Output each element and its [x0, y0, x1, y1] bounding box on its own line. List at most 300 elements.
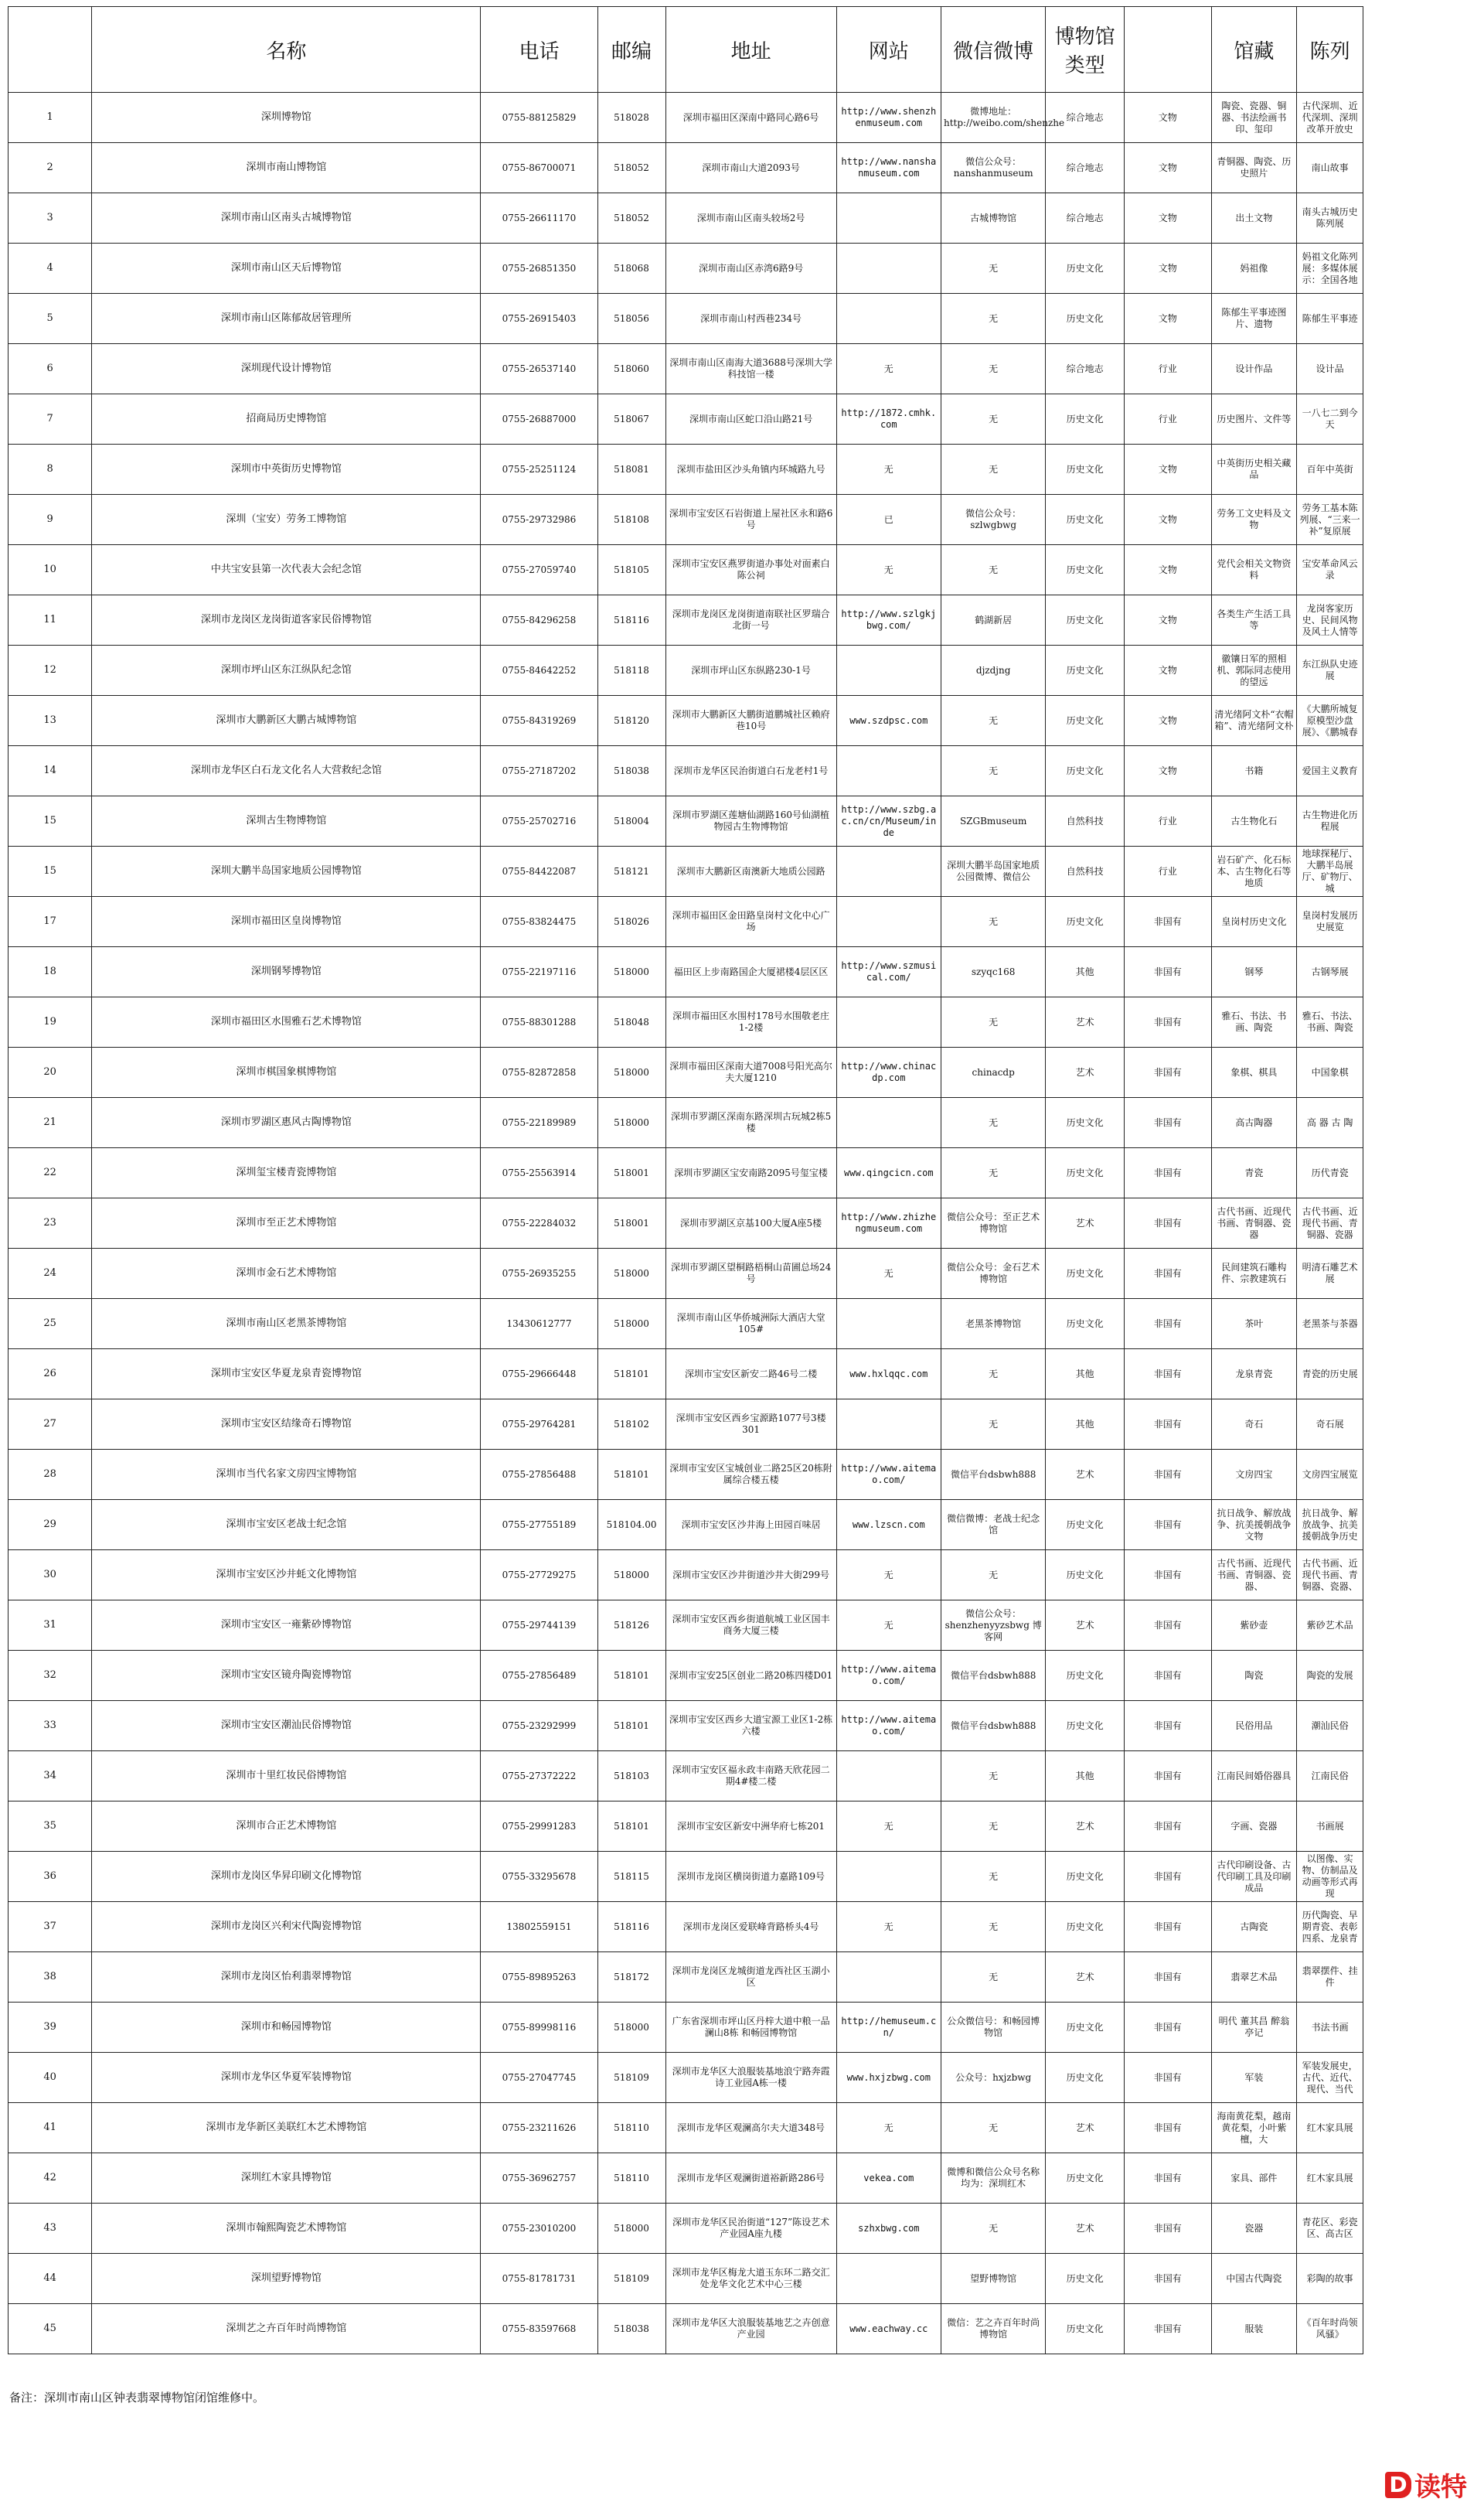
cell-text: http://www.aitemao.com/	[841, 1714, 937, 1737]
cell-text: 微信平台dsbwh888	[950, 1720, 1036, 1731]
cell-text: 家具、部件	[1230, 2172, 1278, 2183]
cell-text: 深圳市金石艺术博物馆	[236, 1267, 337, 1279]
cell-index	[9, 2254, 92, 2304]
cell-text: 518000	[614, 2021, 649, 2033]
cell-museum-type	[1046, 1600, 1125, 1651]
cell-text: 其他	[1075, 1368, 1094, 1379]
cell-postcode	[597, 93, 665, 143]
cell-exhibition	[1297, 947, 1363, 997]
cell-text: 深圳市宝安区结缘奇石博物馆	[220, 1418, 352, 1430]
cell-phone	[481, 2254, 597, 2304]
cell-postcode	[597, 696, 665, 746]
cell-text: 深圳市龙岗区横岗街道力嘉路109号	[677, 1870, 825, 1882]
cell-name	[92, 294, 481, 344]
cell-museum-type	[1046, 1148, 1125, 1198]
cell-wechat-weibo	[941, 2153, 1045, 2204]
cell-text: 非国有	[1153, 1921, 1182, 1932]
cell-text: 无	[989, 1569, 999, 1580]
cell-ownership	[1124, 294, 1211, 344]
cell-text: 40	[43, 2071, 56, 2083]
cell-postcode	[597, 344, 665, 394]
cell-index	[9, 1148, 92, 1198]
cell-wechat-weibo	[941, 2053, 1045, 2103]
cell-museum-type	[1046, 294, 1125, 344]
cell-text: 历史文化	[1066, 312, 1104, 324]
cell-website	[836, 2153, 941, 2204]
cell-text: 非国有	[1153, 2122, 1182, 2133]
cell-postcode	[597, 847, 665, 897]
cell-address	[665, 1751, 836, 1801]
cell-text: 0755-27047745	[502, 2071, 577, 2083]
cell-text: 0755-27372222	[502, 1770, 577, 1781]
cell-text: 深圳市龙岗区龙城街道龙西社区玉湖小区	[672, 1965, 830, 1988]
cell-wechat-weibo	[941, 696, 1045, 746]
cell-text: 福田区上步南路国企大厦裙楼4层区区	[673, 966, 829, 977]
cell-name	[92, 93, 481, 143]
cell-exhibition	[1297, 1651, 1363, 1701]
cell-wechat-weibo	[941, 445, 1045, 495]
cell-text: 各类生产生活工具等	[1217, 608, 1292, 631]
cell-text: 紫砂艺术品	[1306, 1619, 1353, 1631]
cell-name	[92, 2153, 481, 2204]
cell-ownership	[1124, 1299, 1211, 1349]
cell-index	[9, 947, 92, 997]
cell-text: 2	[46, 162, 53, 173]
cell-text: 深圳市龙华区大浪服装基地艺之卉创意产业园	[672, 2317, 830, 2340]
cell-wechat-weibo	[941, 1600, 1045, 1651]
cell-address	[665, 1852, 836, 1902]
cell-ownership	[1124, 244, 1211, 294]
cell-text: 深圳市龙华区梅龙大道玉东环二路交汇处龙华文化艺术中心三楼	[672, 2267, 830, 2289]
cell-text: 33	[43, 1720, 56, 1731]
cell-text: 15	[43, 815, 56, 827]
cell-text: 百年中英街	[1306, 463, 1353, 475]
cell-exhibition	[1297, 2153, 1363, 2204]
cell-text: 古城博物馆	[970, 212, 1017, 223]
cell-text: 518101	[614, 1368, 649, 1379]
cell-wechat-weibo	[941, 847, 1045, 897]
cell-collection	[1211, 294, 1297, 344]
cell-text: 微信：艺之卉百年时尚博物馆	[947, 2317, 1040, 2340]
cell-text: 518038	[614, 2323, 649, 2334]
cell-text: 0755-26915403	[502, 312, 577, 324]
table-row	[9, 1399, 1363, 1450]
cell-text: 非国有	[1153, 1720, 1182, 1731]
cell-exhibition	[1297, 1198, 1363, 1249]
cell-address	[665, 1651, 836, 1701]
cell-text: 518000	[614, 1267, 649, 1279]
table-row	[9, 244, 1363, 294]
cell-text: 深圳市宝安区福永政丰南路天欣花园二期4#楼二楼	[672, 1764, 830, 1787]
cell-text: 41	[43, 2122, 56, 2133]
cell-collection	[1211, 1600, 1297, 1651]
table-row	[9, 746, 1363, 796]
cell-postcode	[597, 545, 665, 595]
cell-text: 深圳市合正艺术博物馆	[236, 1820, 337, 1832]
cell-wechat-weibo	[941, 595, 1045, 646]
cell-text: 历史文化	[1066, 1870, 1104, 1882]
cell-text: 综合地志	[1066, 212, 1104, 223]
cell-text: 518048	[614, 1016, 649, 1028]
column-header-phone: 电话	[481, 7, 597, 93]
cell-text: 38	[43, 1971, 56, 1982]
cell-text: 历史文化	[1066, 413, 1104, 424]
cell-text: 518004	[614, 815, 649, 827]
cell-text: 深圳市宝安区新安中洲华府七栋201	[677, 1820, 825, 1832]
table-row	[9, 2153, 1363, 2204]
cell-index	[9, 1952, 92, 2003]
cell-text: 518172	[614, 1971, 649, 1982]
cell-text: 0755-27059740	[502, 564, 577, 575]
cell-text: 518026	[614, 915, 649, 927]
cell-text: 无	[989, 2222, 999, 2234]
cell-postcode	[597, 746, 665, 796]
column-header-exhibition: 陈列	[1297, 7, 1363, 93]
cell-exhibition	[1297, 897, 1363, 947]
cell-website	[836, 244, 941, 294]
cell-index	[9, 796, 92, 847]
cell-address	[665, 2304, 836, 2354]
cell-phone	[481, 1399, 597, 1450]
cell-postcode	[597, 445, 665, 495]
cell-text: 无	[989, 1820, 999, 1832]
cell-text: 深圳市罗湖区京基100大厦A座5楼	[679, 1217, 822, 1229]
table-row	[9, 947, 1363, 997]
cell-text: 龙岗客家历史、民间风物及风土人情等	[1302, 602, 1358, 637]
cell-text: 招商局历史博物馆	[246, 413, 327, 424]
cell-exhibition	[1297, 445, 1363, 495]
cell-postcode	[597, 2053, 665, 2103]
cell-text: 历史文化	[1066, 765, 1104, 776]
cell-collection	[1211, 394, 1297, 445]
cell-text: 陶瓷	[1244, 1669, 1264, 1681]
cell-exhibition	[1297, 1450, 1363, 1500]
cell-text: http://www.szmusical.com/	[841, 960, 937, 983]
cell-ownership	[1124, 2153, 1211, 2204]
cell-phone	[481, 2304, 597, 2354]
cell-website	[836, 93, 941, 143]
cell-text: 青瓷	[1244, 1167, 1264, 1178]
cell-text: 明清石雕艺术展	[1302, 1262, 1358, 1284]
cell-text: 龙泉青瓷	[1235, 1368, 1273, 1379]
cell-phone	[481, 595, 597, 646]
table-row	[9, 646, 1363, 696]
cell-name	[92, 2003, 481, 2053]
cell-website	[836, 1801, 941, 1852]
cell-text: 文物	[1158, 312, 1177, 324]
cell-text: 古代书画、近现代书画、青铜器、瓷器	[1302, 1205, 1358, 1240]
cell-text: 27	[43, 1418, 56, 1430]
cell-ownership	[1124, 1952, 1211, 2003]
cell-text: 深圳市龙岗区龙岗街道客家民俗博物馆	[200, 614, 372, 625]
cell-text: 0755-23211626	[502, 2122, 577, 2133]
cell-name	[92, 796, 481, 847]
cell-exhibition	[1297, 595, 1363, 646]
cell-text: 深圳市龙华区大浪服装基地浪宁路奔霞诗工业园A栋一楼	[672, 2066, 830, 2088]
cell-collection	[1211, 1399, 1297, 1450]
cell-phone	[481, 746, 597, 796]
cell-phone	[481, 193, 597, 244]
cell-text: 历史文化	[1066, 1720, 1104, 1731]
cell-text: 518109	[614, 2071, 649, 2083]
cell-text: 无	[989, 1368, 999, 1379]
cell-text: 非国有	[1153, 2222, 1182, 2234]
cell-name	[92, 1048, 481, 1098]
cell-text: 陶瓷、瓷器、铜器、书法绘画书印、玺印	[1221, 100, 1287, 135]
cell-text: 非国有	[1153, 1217, 1182, 1229]
cell-text: 518000	[614, 1066, 649, 1078]
cell-collection	[1211, 1048, 1297, 1098]
cell-phone	[481, 2053, 597, 2103]
cell-museum-type	[1046, 2153, 1125, 2204]
cell-website	[836, 2204, 941, 2254]
cell-website	[836, 1098, 941, 1148]
cell-museum-type	[1046, 1902, 1125, 1952]
cell-name	[92, 394, 481, 445]
cell-text: http://www.szlgkjbwg.com/	[841, 608, 937, 631]
cell-ownership	[1124, 847, 1211, 897]
cell-postcode	[597, 143, 665, 193]
cell-address	[665, 1349, 836, 1399]
cell-text: 古代深圳、近代深圳、深圳改革开放史	[1302, 100, 1358, 135]
cell-exhibition	[1297, 143, 1363, 193]
cell-wechat-weibo	[941, 545, 1045, 595]
cell-address	[665, 244, 836, 294]
cell-text: 深圳市龙岗区兴利宋代陶瓷博物馆	[210, 1921, 362, 1932]
cell-wechat-weibo	[941, 1852, 1045, 1902]
cell-phone	[481, 1952, 597, 2003]
cell-exhibition	[1297, 93, 1363, 143]
cell-ownership	[1124, 1550, 1211, 1600]
cell-name	[92, 746, 481, 796]
cell-text: 中英街历史相关藏品	[1217, 458, 1292, 480]
cell-text: 深圳市至正艺术博物馆	[236, 1217, 337, 1229]
cell-text: 518110	[614, 2172, 649, 2183]
cell-wechat-weibo	[941, 93, 1065, 143]
cell-address	[665, 1952, 836, 2003]
cell-text: 爱国主义教育	[1302, 765, 1358, 776]
cell-text: 翡翠艺术品	[1230, 1971, 1278, 1982]
cell-text: 妈祖像	[1240, 262, 1268, 274]
cell-postcode	[597, 997, 665, 1048]
cell-collection	[1211, 1952, 1297, 2003]
cell-text: 深圳市南山大道2093号	[702, 162, 800, 173]
cell-text: 518115	[614, 1870, 649, 1882]
cell-text: 0755-27755189	[502, 1519, 577, 1530]
cell-text: 0755-27856489	[502, 1669, 577, 1681]
cell-exhibition	[1297, 545, 1363, 595]
cell-text: 文物	[1158, 162, 1177, 173]
cell-museum-type	[1046, 696, 1125, 746]
cell-text: 无	[989, 915, 999, 927]
cell-text: 艺术	[1075, 1820, 1094, 1832]
cell-ownership	[1124, 1450, 1211, 1500]
cell-text: http://www.nanshanmuseum.com	[841, 156, 937, 179]
cell-text: 艺术	[1075, 1971, 1094, 1982]
cell-text: 28	[43, 1468, 56, 1480]
cell-text: 艺术	[1075, 1066, 1094, 1078]
cell-text: 17	[43, 915, 56, 927]
cell-text: 翡翠摆件、挂件	[1302, 1965, 1358, 1988]
column-header-website: 网站	[836, 7, 941, 93]
cell-address	[665, 746, 836, 796]
cell-text: 文物	[1158, 262, 1177, 274]
cell-text: 1	[46, 111, 53, 123]
cell-text: 雅石、书法、书画、陶瓷	[1221, 1011, 1287, 1033]
cell-text: 南山故事	[1311, 162, 1349, 173]
cell-text: 无	[883, 1267, 893, 1279]
cell-text: 0755-88301288	[502, 1016, 577, 1028]
cell-text: 29	[43, 1519, 56, 1530]
cell-exhibition	[1297, 2053, 1363, 2103]
cell-text: 无	[989, 1418, 999, 1430]
cell-postcode	[597, 193, 665, 244]
cell-text: 非国有	[1153, 1267, 1182, 1279]
cell-ownership	[1124, 1801, 1211, 1852]
cell-ownership	[1124, 93, 1211, 143]
cell-text: 文物	[1158, 564, 1177, 575]
cell-collection	[1211, 1751, 1297, 1801]
cell-index	[9, 1098, 92, 1148]
cell-ownership	[1124, 1600, 1211, 1651]
cell-text: 江南民间婚俗器具	[1217, 1770, 1292, 1781]
table-row	[9, 1952, 1363, 2003]
cell-name	[92, 143, 481, 193]
cell-address	[665, 1902, 836, 1952]
cell-text: 非国有	[1153, 1770, 1182, 1781]
cell-text: 历史文化	[1066, 1167, 1104, 1178]
cell-wechat-weibo	[941, 646, 1045, 696]
cell-index	[9, 2304, 92, 2354]
cell-text: 无	[989, 1116, 999, 1128]
cell-postcode	[597, 1902, 665, 1952]
table-row	[9, 897, 1363, 947]
cell-name	[92, 1249, 481, 1299]
cell-text: 30	[43, 1569, 56, 1580]
cell-ownership	[1124, 1852, 1211, 1902]
cell-website	[836, 1902, 941, 1952]
cell-index	[9, 294, 92, 344]
cell-wechat-weibo	[941, 897, 1045, 947]
cell-museum-type	[1046, 1450, 1125, 1500]
cell-address	[665, 93, 836, 143]
cell-collection	[1211, 1198, 1297, 1249]
cell-website	[836, 2003, 941, 2053]
cell-address	[665, 1701, 836, 1751]
cell-website	[836, 646, 941, 696]
cell-index	[9, 1600, 92, 1651]
cell-website	[836, 1198, 941, 1249]
cell-name	[92, 595, 481, 646]
cell-text: 文物	[1158, 714, 1177, 726]
cell-collection	[1211, 1098, 1297, 1148]
table-row	[9, 696, 1363, 746]
cell-text: 深圳市坪山区东纵路230-1号	[691, 664, 811, 676]
cell-website	[836, 1048, 941, 1098]
museum-table	[8, 6, 1363, 2354]
cell-wechat-weibo	[941, 1299, 1045, 1349]
cell-text: 24	[43, 1267, 56, 1279]
cell-text: 历史文化	[1066, 564, 1104, 575]
cell-text: 31	[43, 1619, 56, 1631]
cell-text: 0755-29744139	[502, 1619, 577, 1631]
cell-text: 深圳市龙华区白石龙文化名人大营救纪念馆	[190, 765, 382, 776]
cell-text: 深圳艺之卉百年时尚博物馆	[226, 2323, 347, 2334]
cell-ownership	[1124, 344, 1211, 394]
cell-exhibition	[1297, 1751, 1363, 1801]
table-row	[9, 2003, 1363, 2053]
cell-text: www.qingcicn.com	[844, 1167, 934, 1178]
cell-text: 抗日战争、解放战争、抗美援朝战争历史	[1302, 1507, 1358, 1542]
cell-website	[836, 1852, 941, 1902]
cell-postcode	[597, 1600, 665, 1651]
cell-collection	[1211, 1148, 1297, 1198]
cell-text: 公众号：hxjzbwg	[955, 2071, 1032, 2083]
cell-text: 518101	[614, 1820, 649, 1832]
cell-postcode	[597, 1148, 665, 1198]
cell-text: 彩陶的故事	[1306, 2272, 1353, 2284]
cell-postcode	[597, 2103, 665, 2153]
cell-phone	[481, 2153, 597, 2204]
cell-ownership	[1124, 947, 1211, 997]
cell-ownership	[1124, 1701, 1211, 1751]
cell-text: 深圳市龙华区民治街道“127”陈设艺术产业园A座九楼	[672, 2217, 830, 2239]
cell-address	[665, 947, 836, 997]
cell-museum-type	[1046, 595, 1125, 646]
cell-text: 无	[989, 714, 999, 726]
cell-name	[92, 2103, 481, 2153]
cell-text: 518052	[614, 212, 649, 223]
cell-address	[665, 545, 836, 595]
cell-collection	[1211, 93, 1297, 143]
cell-text: 无	[883, 1921, 893, 1932]
cell-text: 518110	[614, 2122, 649, 2133]
cell-text: 历史文化	[1066, 1921, 1104, 1932]
cell-text: 20	[43, 1066, 56, 1078]
cell-exhibition	[1297, 646, 1363, 696]
cell-phone	[481, 1651, 597, 1701]
cell-text: 非国有	[1153, 915, 1182, 927]
cell-text: 历史文化	[1066, 2071, 1104, 2083]
cell-text: 深圳市罗湖区望桐路梧桐山苗圃总场24号	[670, 1262, 832, 1284]
cell-wechat-weibo	[941, 495, 1045, 545]
cell-postcode	[597, 495, 665, 545]
cell-text: 0755-36962757	[502, 2172, 577, 2183]
cell-text: 0755-25702716	[502, 815, 577, 827]
table-row	[9, 1098, 1363, 1148]
cell-text: 地球探秘厅、大鹏半岛展厅、矿物厅、城	[1302, 848, 1358, 894]
cell-text: 历代青瓷	[1311, 1167, 1349, 1178]
cell-text: 无	[883, 2122, 893, 2133]
cell-text: 深圳市宝安区宝城创业二路25区20栋附属综合楼五楼	[669, 1463, 832, 1485]
table-row	[9, 1801, 1363, 1852]
cell-postcode	[597, 394, 665, 445]
cell-text: 无	[989, 363, 999, 374]
cell-text: 岩石矿产、化石标本、古生物化石等地质	[1217, 854, 1292, 888]
cell-text: 紫砂壶	[1240, 1619, 1268, 1631]
cell-text: 0755-82872858	[502, 1066, 577, 1078]
cell-exhibition	[1297, 193, 1363, 244]
cell-ownership	[1124, 897, 1211, 947]
cell-text: http://www.aitemao.com/	[841, 1463, 937, 1485]
cell-address	[665, 696, 836, 746]
table-row	[9, 1902, 1363, 1952]
cell-museum-type	[1046, 344, 1125, 394]
cell-name	[92, 2254, 481, 2304]
cell-text: 518052	[614, 162, 649, 173]
cell-text: 23	[43, 1217, 56, 1229]
cell-address	[665, 495, 836, 545]
